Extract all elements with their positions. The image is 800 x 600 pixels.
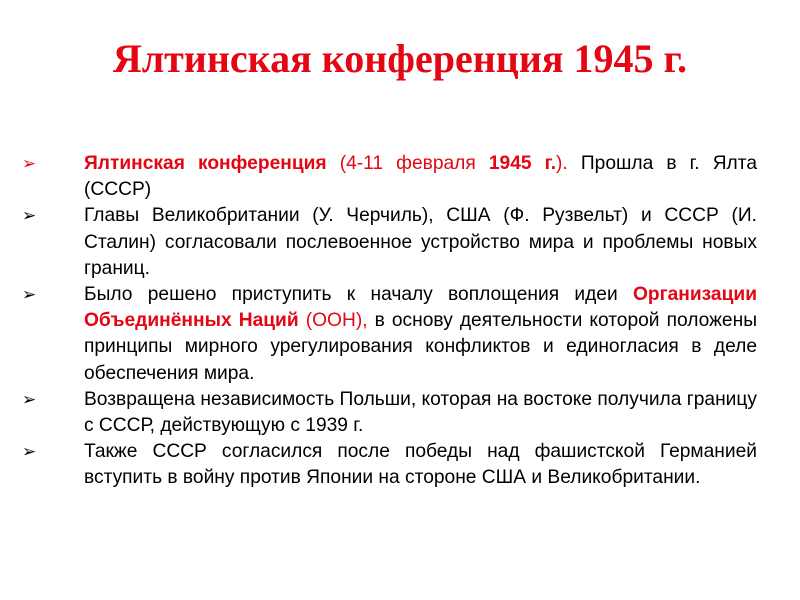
bullet-item-un [22, 282, 757, 387]
bullet-text: Было решено приступить к началу воплощения идеи [84, 284, 633, 306]
arrow-bullet-icon: ➢ [22, 389, 37, 409]
slide-title: Ялтинская конференция 1945 г. [112, 36, 688, 81]
bullet-text: Организации Объединённых Наций [84, 284, 757, 332]
arrow-bullet-icon: ➢ [22, 442, 37, 462]
arrow-bullet-icon: ➢ [22, 206, 37, 226]
bullet-item-conference [22, 151, 757, 203]
bullet-item-japan [22, 439, 757, 491]
bullet-text: ). [556, 153, 568, 174]
bullet-text: 1945 г. [488, 153, 557, 174]
bullet-text: (4-11 февраля [326, 153, 489, 174]
bullet-text: (ООН), [298, 310, 368, 332]
bullet-text: Также СССР согласился после победы над фашистской Германией вступить в войну против Японии на стороне США и Великобритании. [84, 441, 757, 489]
bullet-text: в основу деятельности которой положены принципы мирного урегулирования конфликтов и единогласия в деле обеспечения мира. [84, 310, 757, 384]
bullet-item-poland [22, 387, 757, 439]
bullet-text: Прошла в г. Ялта (СССР) [84, 153, 758, 201]
arrow-bullet-icon: ➢ [22, 154, 37, 173]
bullet-item-leaders [22, 203, 757, 282]
bullet-text: Возвращена независимость Польши, которая на востоке получила границу с СССР, действующую с 1939 г. [84, 388, 757, 437]
bullet-text: Ялтинская конференция [84, 153, 327, 174]
bullet-list [22, 151, 757, 492]
arrow-bullet-icon: ➢ [22, 285, 37, 305]
bullet-text: Главы Великобритании (У. Черчиль), США (Ф. Рузвельт) и СССР (И. Сталин) согласовали послевоенное устройство мира и проблемы новых границ. [84, 205, 757, 279]
